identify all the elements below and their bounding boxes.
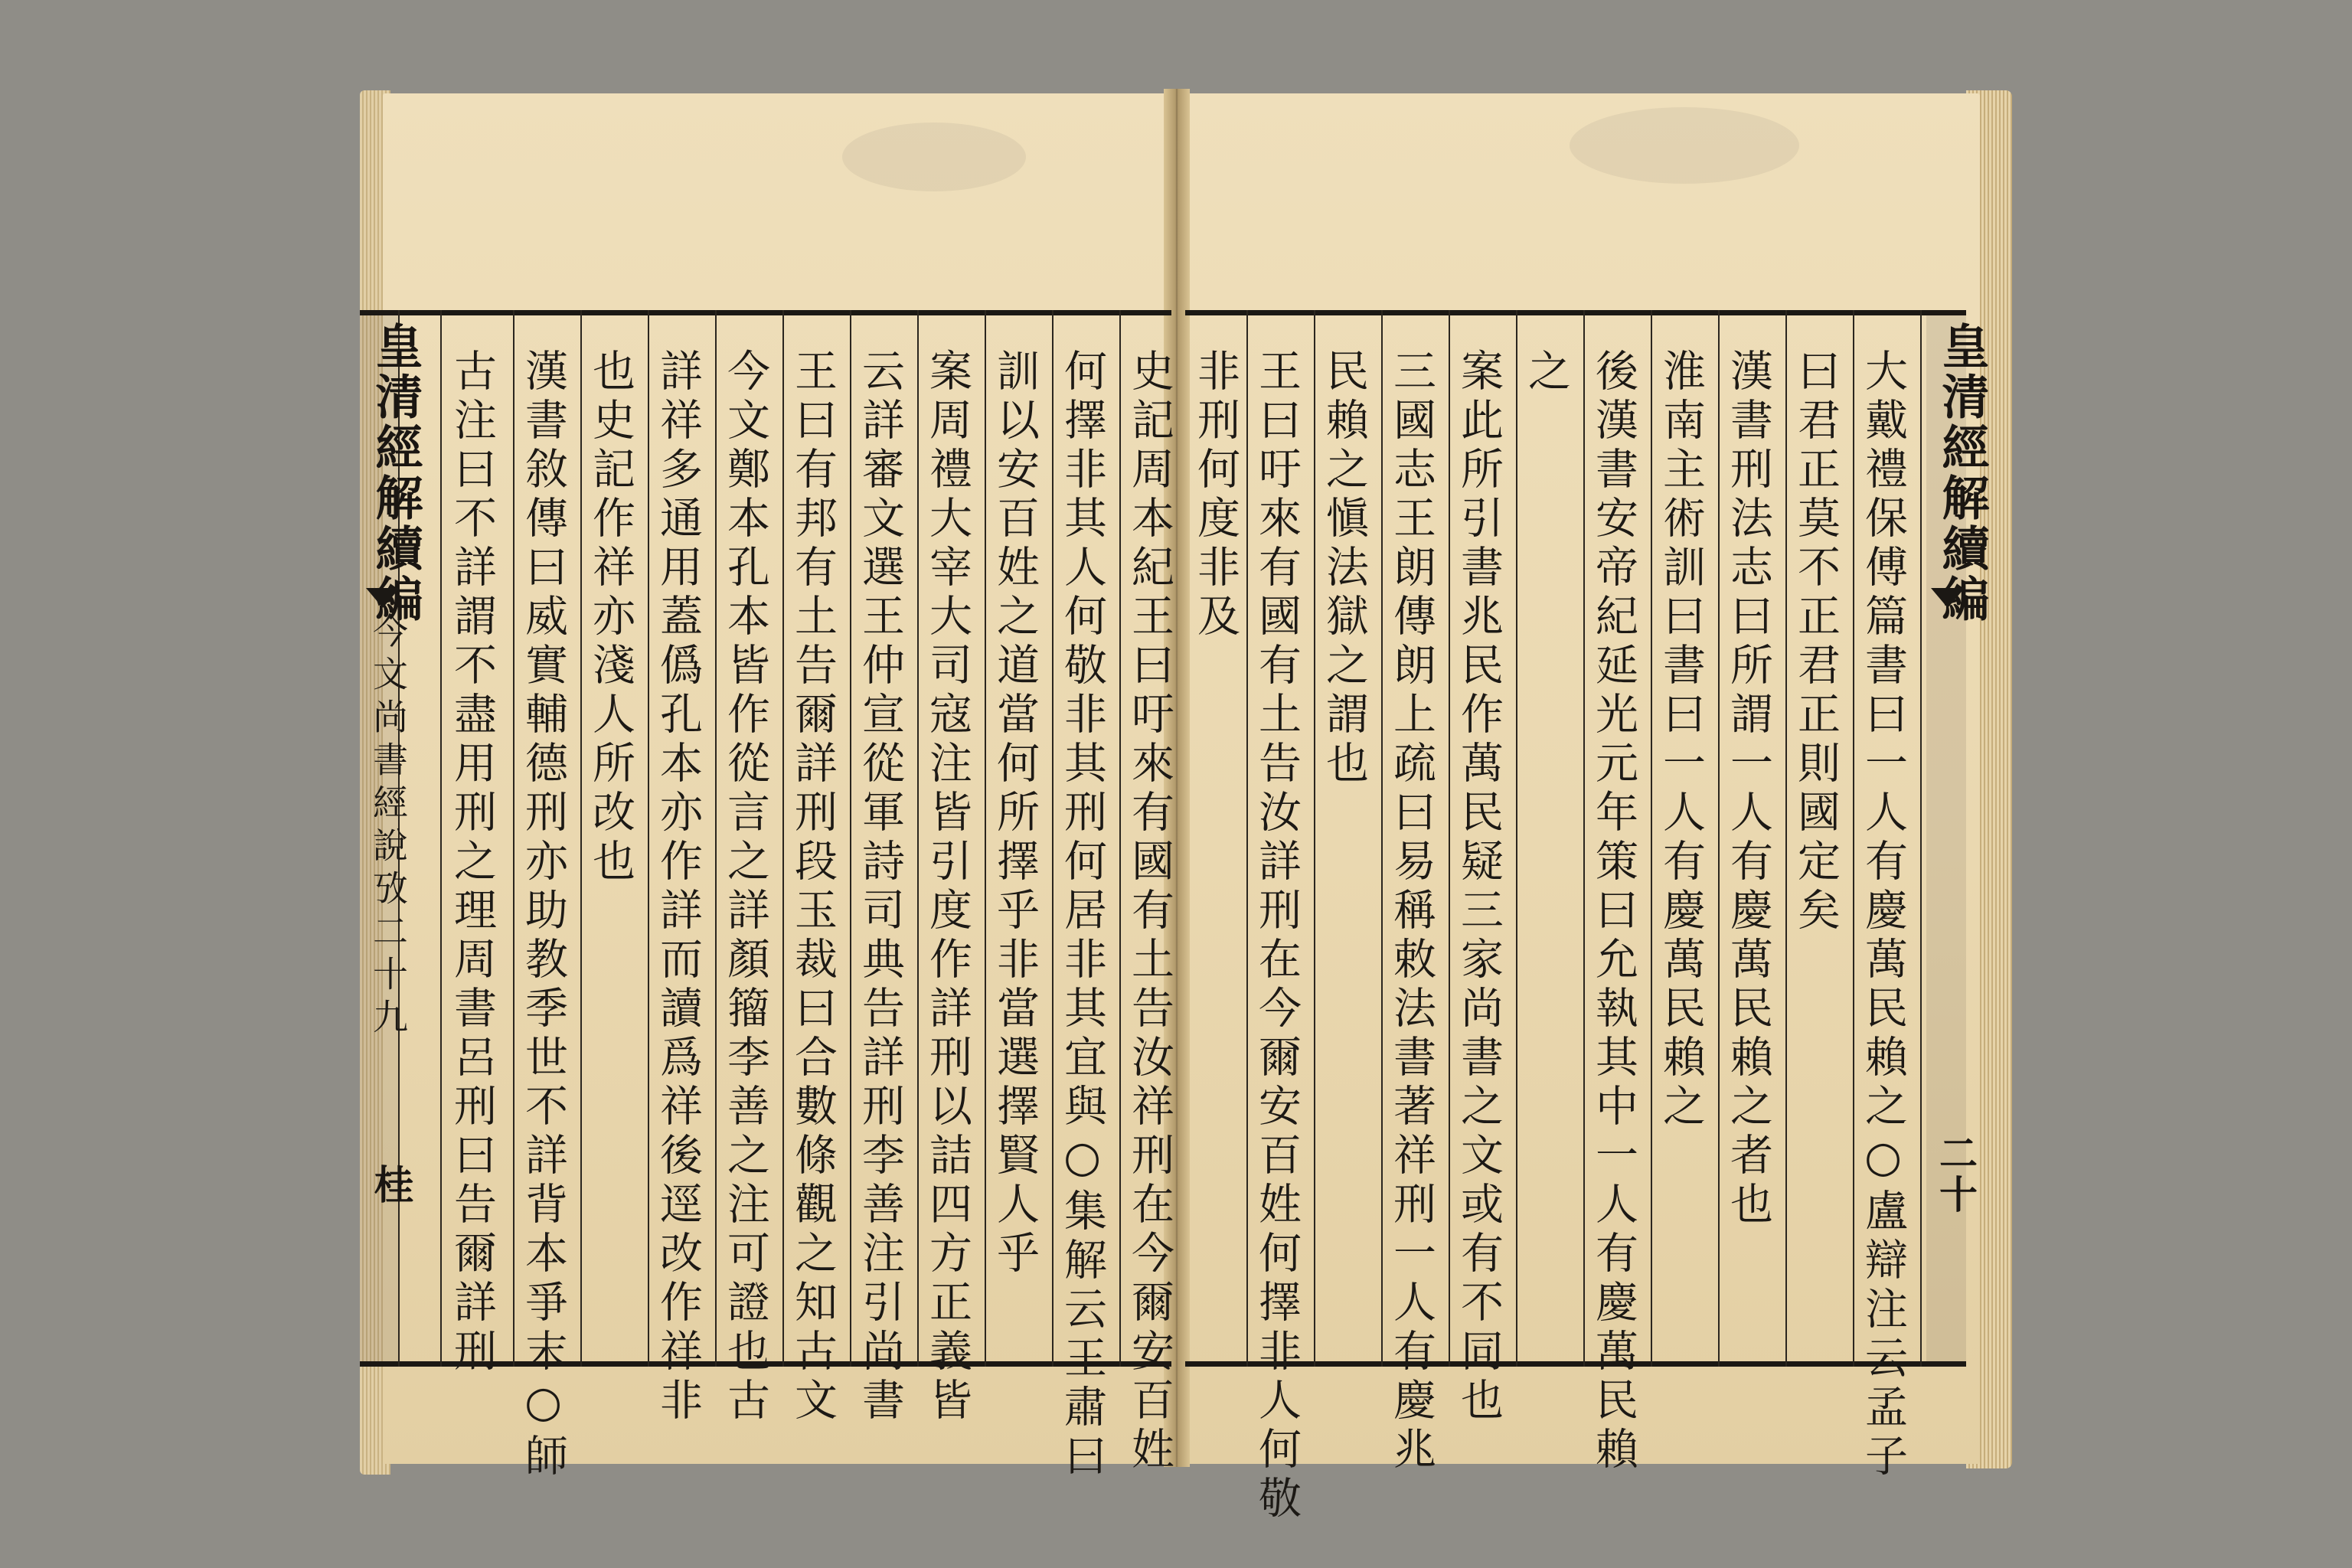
text-column: 王曰吁來有國有土告汝詳刑在今爾安百姓何擇非人何敬 [1252,348,1302,1524]
text-column: 古注曰不詳謂不盡用刑之理周書呂刑曰告爾詳刑 [447,348,497,1377]
column-rule [1920,310,1922,1367]
text-column: 大戴禮保傅篇書曰一人有慶萬民賴之○盧辯注云孟子 [1858,348,1908,1482]
text-column: 何擇非其人何敬非其刑何居非其宜與○集解云王肅曰 [1057,348,1107,1482]
column-rule [513,310,514,1367]
text-column: 民賴之愼法獄之謂也 [1319,348,1369,789]
column-rule [1449,310,1450,1367]
column-rule [1853,310,1854,1367]
left-leaf-mark: 桂 [367,1164,413,1207]
column-rule [985,310,986,1367]
column-rule [440,310,442,1367]
text-column: 詳祥多通用蓋僞孔本亦作詳而讀爲祥後逕改作祥非 [653,348,703,1426]
text-column: 淮南主術訓曰書曰一人有慶萬民賴之 [1656,348,1706,1132]
text-column: 漢書刑法志曰所謂一人有慶萬民賴之者也 [1723,348,1773,1230]
column-rule [648,310,649,1367]
text-column: 三國志王朗傳朗上疏曰易稱敕法書著祥刑一人有慶兆 [1387,348,1436,1475]
text-column: 之 [1521,348,1571,397]
right-text-frame [1185,310,1966,1367]
text-column: 案周禮大宰大司寇注皆引度作詳刑以詰四方正義皆 [923,348,972,1426]
left-running-title: 皇清經解續編 [368,322,423,625]
text-column: 曰君正莫不正君正則國定矣 [1791,348,1841,936]
page-stain [842,122,1026,191]
column-rule [1052,310,1054,1367]
column-rule [1785,310,1787,1367]
text-column: 云詳審文選王仲宣從軍詩司典告詳刑李善注引尚書 [855,348,905,1426]
column-rule [1314,310,1315,1367]
page-stain [1570,107,1799,184]
column-rule [1381,310,1383,1367]
column-rule [1718,310,1720,1367]
text-column: 王曰有邦有土告爾詳刑段玉裁曰合數條觀之知古文 [788,348,838,1426]
text-column: 案此所引書兆民作萬民疑三家尚書之文或有不同也 [1454,348,1504,1426]
column-rule [1119,310,1121,1367]
column-rule [1516,310,1517,1367]
text-column: 非刑何度非及 [1191,348,1240,642]
column-rule [580,310,582,1367]
text-column: 訓以安百姓之道當何所擇乎非當選擇賢人乎 [990,348,1040,1279]
fish-tail-marker [366,588,400,608]
text-column: 後漢書安帝紀延光元年策曰允執其中一人有慶萬民賴 [1589,348,1638,1475]
column-rule [850,310,851,1367]
right-leaf-mark: 二十 [1933,1133,1978,1216]
text-column: 漢書敘傳曰威實輔德刑亦助教季世不詳背本爭末○師 [518,348,568,1482]
text-column: 今文鄭本孔本皆作從言之詳顏籀李善之注可證也古 [720,348,770,1426]
fish-tail-marker [1931,588,1965,608]
column-rule [782,310,784,1367]
text-column: 史記周本紀王曰吁來有國有土告汝祥刑在今爾安百姓 [1125,348,1174,1475]
column-rule [917,310,919,1367]
column-rule [1583,310,1585,1367]
right-running-title: 皇清經解續編 [1934,322,1990,625]
left-section-title: 今文尚書經說攷二十九 [368,612,409,1041]
text-column: 也史記作祥亦淺人所改也 [586,348,635,887]
column-rule [715,310,717,1367]
column-rule [1246,310,1248,1367]
column-rule [1651,310,1652,1367]
